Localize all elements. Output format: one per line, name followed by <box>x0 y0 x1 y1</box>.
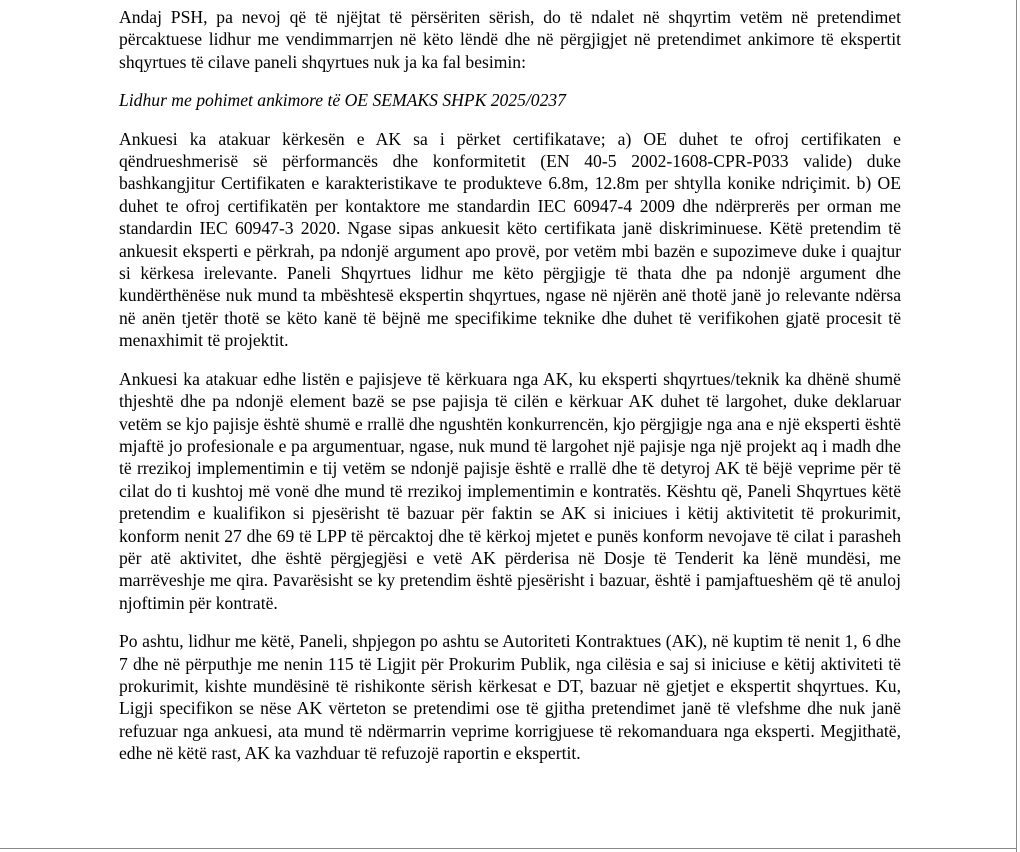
paragraph-certificates: Ankuesi ka atakuar kërkesën e AK sa i përket certifikatave; a) OE duhet te ofroj certifikaten e qëndrueshmerisë së përformancës dhe konformitetit (EN 40-5 2002-1608-CPR-P033 valide) duke bashkangjitur Certifikaten e karakteristikave te produkteve 6.8m, 12.8m per shtylla konike ndriçimit. b) OE duhet te ofroj certifikatën per kontaktore me standardin IEC 60947-4 2009 dhe ndërprerës per orman me standardin IEC 60947-3 2020. Ngase sipas ankuesit këto certifikata janë diskriminuese. Këtë pretendim të ankuesit eksperti e përkrah, pa ndonjë argument apo provë, por vetëm mbi bazën e supozimeve duke i quajtur si kërkesa irelevante. Paneli Shqyrtues lidhur me këto përgjigje të thata dhe pa ndonjë argument dhe kundërthënëse nuk mund ta mbështesë ekspertin shqyrtues, ngase në njërën anë thotë janë jo relevante ndërsa në anën tjetër thotë se këto kanë të bëjnë me specifikime teknike dhe duhet të verifikohen gjatë procesit të menaxhimit të projektit. <box>119 128 901 351</box>
section-heading: Lidhur me pohimet ankimore të OE SEMAKS SHPK 2025/0237 <box>119 90 566 111</box>
page-border-bottom <box>0 848 1017 849</box>
paragraph-intro: Andaj PSH, pa nevoj që të njëjtat të përsëriten sërish, do të ndalet në shqyrtim vetëm në pretendimet përcaktuese lidhur me vendimmarrjen në këto lëndë dhe në përgjigjet në pretendimet ankimore të ekspertit shqyrtues të cilave paneli shqyrtues nuk ja ka fal besimin: <box>119 7 901 72</box>
document-body <box>119 6 901 781</box>
paragraph-equipment-list: Ankuesi ka atakuar edhe listën e pajisjeve të kërkuara nga AK, ku eksperti shqyrtues/teknik ka dhënë shumë thjeshtë dhe pa ndonjë element bazë se pse pajisja të cilën e kërkuar AK duhet të largohet, duke deklaruar vetëm se kjo pajisje është shumë e rrallë dhe ngushtën konkurrencën, kjo përgjigje nga ana e një eksperti është mjaftë jo profesionale e pa argumentuar, ngase, nuk mund të largohet një pajisje nga një projekt aq i madh dhe të rrezikoj implementimin e tij vetëm se ndonjë pajisje është e rrallë dhe të detyroj AK të bëjë veprime për të cilat do ti kushtoj më vonë dhe mund të rrezikoj implementimin e kontratës. Kështu që, Paneli Shqyrtues këtë pretendim e kualifikon si pjesërisht të bazuar për faktin se AK si iniciues i këtij aktivitetit të prokurimit, konform nenit 27 dhe 69 të LPP të përcaktoj dhe të kërkoj mjetet e punës konform nevojave të cilat i parasheh për atë aktivitet, dhe është përgjegjësi e vetë AK përderisa në Dosje të Tenderit ka lënë mundësi, me marrëveshje me qira. Pavarësisht se ky pretendim është pjesërisht i bazuar, është i pamjaftueshëm që të anuloj njoftimin për kontratë. <box>119 368 901 613</box>
page-border-right <box>1016 0 1017 852</box>
paragraph-contracting-authority: Po ashtu, lidhur me këtë, Paneli, shpjegon po ashtu se Autoriteti Kontraktues (AK), në kuptim të nenit 1, 6 dhe 7 dhe në përputhje me nenin 115 të Ligjit për Prokurim Publik, nga cilësia e saj si iniciuse e këtij aktiviteti të prokurimit, kishte mundësinë të rishikonte sërish kërkesat e DT, bazuar në gjetjet e ekspertit shqyrtues. Ku, Ligji specifikon se nëse AK vërteton se pretendimi ose të gjitha pretendimet janë të vlefshme dhe nuk janë refuzuar nga ankuesi, ata mund të ndërmarrin veprime korrigjuese të rekomanduara nga eksperti. Megjithatë, edhe në këtë rast, AK ka vazhduar të refuzojë raportin e ekspertit. <box>119 631 901 764</box>
